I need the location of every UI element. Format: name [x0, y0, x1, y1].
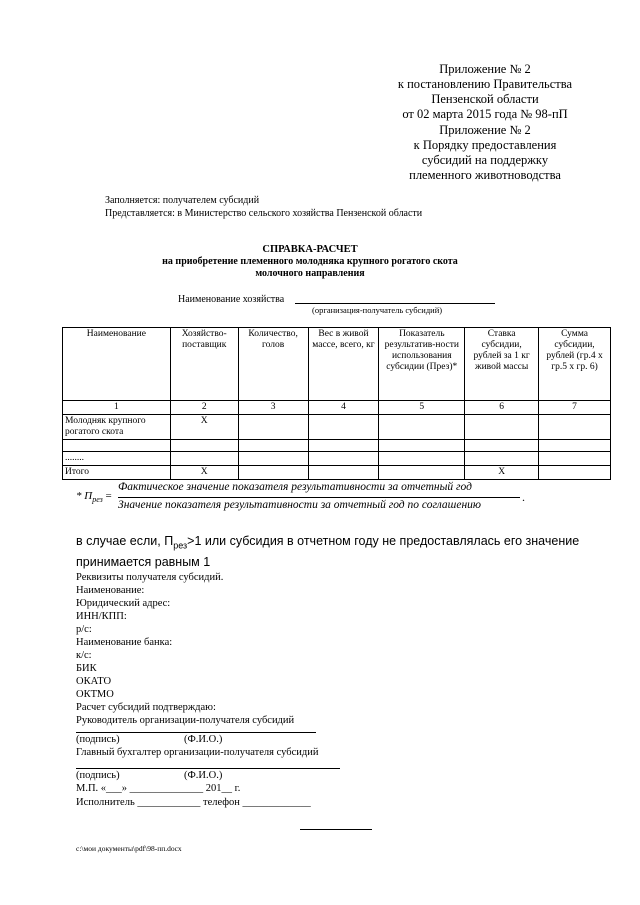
header-indicator: Показатель результатив-ности использования субсидии (През)*: [379, 328, 465, 401]
doc-title: [100, 244, 520, 280]
mark-x: X: [170, 415, 238, 440]
doc-title-main: СПРАВКА-РАСЧЕТ: [262, 244, 358, 255]
req-name: Наименование:: [76, 585, 145, 596]
cell[interactable]: [308, 452, 379, 466]
head-fio-label: (Ф.И.О.): [184, 734, 223, 745]
cell[interactable]: [379, 440, 465, 452]
cell[interactable]: [308, 466, 379, 480]
annex-procedure: [360, 123, 610, 183]
cell[interactable]: [238, 466, 308, 480]
formula-sub: рез: [92, 495, 103, 505]
row-young-cattle: Молодняк крупного рогатого скота: [63, 415, 171, 440]
page-separator-line: [300, 829, 372, 830]
formula-numerator: Фактическое значение показателя результативности за отчетный год: [118, 481, 472, 493]
req-confirm: Расчет субсидий подтверждаю:: [76, 702, 216, 713]
condition-part1: в случае если, П: [76, 534, 174, 548]
executor-line: Исполнитель ____________ телефон _____________: [76, 797, 311, 808]
col-number: 5: [379, 401, 465, 415]
mark-x: X: [170, 466, 238, 480]
head-signature-line[interactable]: [76, 732, 316, 733]
accountant-signature-line[interactable]: [76, 768, 340, 769]
annex-decree: [360, 62, 610, 122]
col-number: 2: [170, 401, 238, 415]
cell[interactable]: [238, 415, 308, 440]
cell[interactable]: [63, 440, 171, 452]
doc-title-sub1: на приобретение племенного молодняка крупного рогатого скота: [162, 256, 458, 267]
mark-x: X: [465, 466, 539, 480]
table-row: [63, 452, 611, 466]
req-address: Юридический адрес:: [76, 598, 171, 609]
file-path: c:\мои документы\pdf\98-пп.docx: [76, 844, 182, 853]
cell[interactable]: [539, 452, 611, 466]
condition-line2: принимается равным 1: [76, 554, 211, 569]
col-number: 1: [63, 401, 171, 415]
stamp-date-line: М.П. «___» ______________ 201__ г.: [76, 783, 241, 794]
req-bik: БИК: [76, 663, 97, 674]
annex-procedure-line1: Приложение № 2: [439, 123, 531, 137]
req-oktmo: ОКТМО: [76, 689, 114, 700]
formula-lhs: [76, 490, 112, 504]
farm-hint: (организация-получатель субсидий): [312, 305, 443, 315]
col-number: 6: [465, 401, 539, 415]
annex-procedure-line3: субсидий на поддержку: [421, 153, 549, 167]
farm-name-line[interactable]: [295, 303, 495, 304]
req-corr-account: к/с:: [76, 650, 92, 661]
formula-period: .: [522, 490, 525, 504]
header-count: Количество, голов: [238, 328, 308, 401]
annex-decree-line1: Приложение № 2: [439, 62, 531, 76]
cell[interactable]: [308, 440, 379, 452]
req-head: Руководитель организации-получателя субсидий: [76, 715, 295, 726]
table-total-row: [63, 466, 611, 480]
cell[interactable]: [170, 452, 238, 466]
cell[interactable]: [238, 452, 308, 466]
doc-title-sub2: молочного направления: [255, 268, 365, 279]
row-dots: ........: [63, 452, 171, 466]
header-weight: Вес в живой массе, всего, кг: [308, 328, 379, 401]
head-sign-label: (подпись): [76, 734, 120, 745]
col-number: 3: [238, 401, 308, 415]
calculation-table: [62, 327, 611, 480]
condition-text: [76, 533, 579, 570]
table-number-row: [63, 401, 611, 415]
requisites-block: [76, 571, 294, 727]
annex-procedure-line4: племенного животноводства: [409, 168, 561, 182]
col-number: 7: [539, 401, 611, 415]
req-bank: Наименование банка:: [76, 637, 173, 648]
annex-decree-line4: от 02 марта 2015 года № 98-пП: [402, 107, 568, 121]
formula-prefix: * П: [76, 490, 93, 502]
annex-procedure-line2: к Порядку предоставления: [413, 138, 557, 152]
annex-decree-line2: к постановлению Правительства: [397, 77, 573, 91]
formula-denominator: Значение показателя результативности за отчетный год по соглашению: [118, 499, 482, 511]
condition-sub: рез: [173, 540, 188, 551]
header-name: Наименование: [63, 328, 171, 401]
formula-eq: =: [105, 490, 112, 502]
cell[interactable]: [379, 466, 465, 480]
cell[interactable]: [539, 415, 611, 440]
cell[interactable]: [238, 440, 308, 452]
cell[interactable]: [465, 415, 539, 440]
condition-part2: >1 или субсидия в отчетном году не предоставлялась его значение: [187, 534, 580, 548]
cell[interactable]: [379, 415, 465, 440]
table-row: [63, 440, 611, 452]
table-row: [63, 415, 611, 440]
cell[interactable]: [170, 440, 238, 452]
req-title: Реквизиты получателя субсидий.: [76, 572, 224, 583]
fraction-bar: [118, 497, 520, 498]
header-supplier: Хозяйство-поставщик: [170, 328, 238, 401]
farm-label: Наименование хозяйства: [178, 294, 285, 305]
req-inn: ИНН/КПП:: [76, 611, 127, 622]
submitted-to: Представляется: в Министерство сельского хозяйства Пензенской области: [105, 208, 423, 219]
cell[interactable]: [465, 440, 539, 452]
cell[interactable]: [539, 440, 611, 452]
req-okato: ОКАТО: [76, 676, 112, 687]
table-header-row: [63, 328, 611, 401]
cell[interactable]: [539, 466, 611, 480]
accountant-label: Главный бухгалтер организации-получателя субсидий: [76, 747, 319, 758]
annex-decree-line3: Пензенской области: [431, 92, 539, 106]
col-number: 4: [308, 401, 379, 415]
header-sum: Сумма субсидии, рублей (гр.4 х гр.5 х гр. 6): [539, 328, 611, 401]
accountant-sign-label: (подпись): [76, 770, 120, 781]
req-account: р/с:: [76, 624, 92, 635]
cell[interactable]: [379, 452, 465, 466]
row-total: Итого: [63, 466, 171, 480]
cell[interactable]: [465, 452, 539, 466]
accountant-fio-label: (Ф.И.О.): [184, 770, 223, 781]
header-rate: Ставка субсидии, рублей за 1 кг живой массы: [465, 328, 539, 401]
filled-by: Заполняется: получателем субсидий: [105, 195, 260, 206]
cell[interactable]: [308, 415, 379, 440]
